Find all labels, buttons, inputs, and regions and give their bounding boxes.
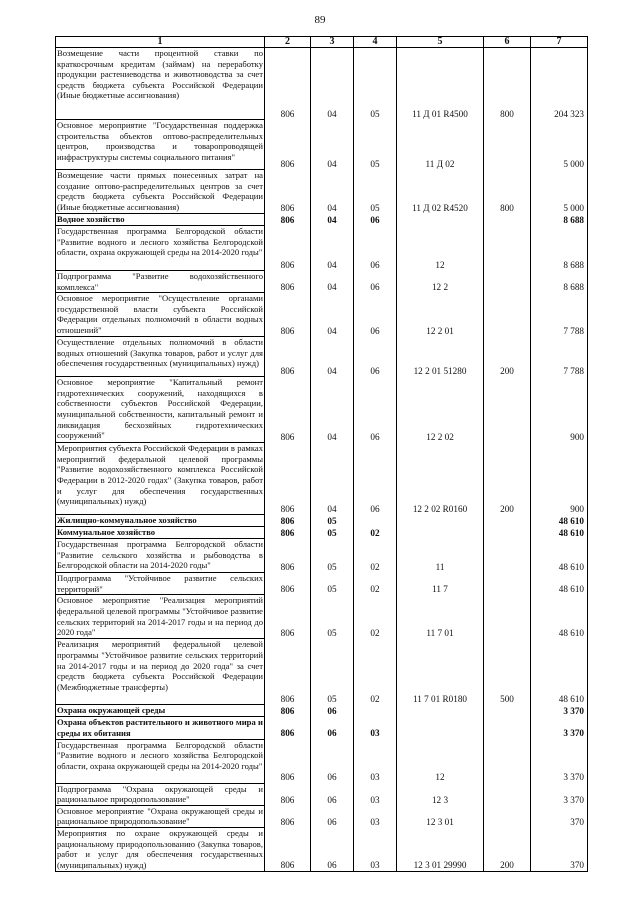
row-expense-type: 800 bbox=[484, 170, 531, 214]
row-name: Государственная программа Белгородской области "Развитие водного и лесного хозяйства Белгородской области, охрана окружающей среды на 2014-2020 годы" bbox=[56, 739, 265, 783]
row-target-article: 11 Д 02 R4520 bbox=[397, 170, 484, 214]
row-ministry: 806 bbox=[265, 377, 311, 443]
row-ministry: 806 bbox=[265, 805, 311, 827]
row-expense-type bbox=[484, 214, 531, 226]
row-subsection bbox=[354, 705, 397, 717]
row-section: 06 bbox=[311, 805, 354, 827]
row-target-article: 12 3 bbox=[397, 783, 484, 805]
header-col-6: 6 bbox=[484, 37, 531, 48]
table-row bbox=[56, 377, 588, 443]
row-target-article bbox=[397, 527, 484, 539]
row-target-article: 12 bbox=[397, 739, 484, 783]
row-ministry: 806 bbox=[265, 573, 311, 595]
row-expense-type: 800 bbox=[484, 48, 531, 120]
row-target-article: 11 7 01 R0180 bbox=[397, 639, 484, 705]
budget-table bbox=[55, 36, 588, 872]
row-amount: 7 788 bbox=[531, 293, 588, 337]
row-amount: 48 610 bbox=[531, 515, 588, 527]
row-target-article: 11 7 bbox=[397, 573, 484, 595]
table-row bbox=[56, 783, 588, 805]
row-name: Мероприятия по охране окружающей среды и рациональному природопользованию (Закупка товаров, работ и услуг для обеспечения государственных (муниципальных) нужд) bbox=[57, 827, 263, 870]
row-section: 04 bbox=[311, 443, 354, 515]
row-amount: 7 788 bbox=[531, 337, 588, 377]
table-row bbox=[56, 539, 588, 573]
row-expense-type bbox=[484, 377, 531, 443]
row-name: Коммунальное хозяйство bbox=[56, 527, 265, 539]
row-expense-type bbox=[484, 120, 531, 170]
row-subsection: 02 bbox=[354, 573, 397, 595]
table-row bbox=[56, 337, 588, 377]
row-target-article bbox=[397, 214, 484, 226]
row-amount: 3 370 bbox=[531, 705, 588, 717]
header-col-7: 7 bbox=[531, 37, 588, 48]
row-ministry: 806 bbox=[265, 739, 311, 783]
row-target-article bbox=[397, 515, 484, 527]
row-subsection: 06 bbox=[354, 271, 397, 293]
row-name: Основное мероприятие "Осуществление органами государственной власти субъекта Российской Федерации отдельных полномочий в области водных отношений" bbox=[57, 293, 263, 335]
row-target-article: 12 2 01 51280 bbox=[397, 337, 484, 377]
table-row bbox=[56, 717, 588, 739]
row-section: 04 bbox=[311, 293, 354, 337]
row-target-article: 11 Д 01 R4500 bbox=[397, 48, 484, 120]
table-row bbox=[56, 443, 588, 515]
row-expense-type: 500 bbox=[484, 639, 531, 705]
row-ministry: 806 bbox=[265, 337, 311, 377]
row-name: Жилищно-коммунальное хозяйство bbox=[56, 515, 265, 527]
row-target-article: 12 2 02 bbox=[397, 377, 484, 443]
row-ministry: 806 bbox=[265, 527, 311, 539]
row-name: Государственная программа Белгородской области "Развитие сельского хозяйства и рыбоводства в Белгородской области на 2014-2020 годы" bbox=[56, 539, 265, 573]
row-amount: 8 688 bbox=[531, 214, 588, 226]
row-ministry: 806 bbox=[265, 443, 311, 515]
row-subsection: 05 bbox=[354, 48, 397, 120]
row-expense-type: 200 bbox=[484, 337, 531, 377]
row-subsection: 02 bbox=[354, 639, 397, 705]
header-col-4: 4 bbox=[354, 37, 397, 48]
row-name: Основное мероприятие "Государственная поддержка строительства объектов оптово-распределительных центров, производства и товаропроводящей инфраструктуры системы социального питания" bbox=[56, 120, 265, 170]
row-amount: 5 000 bbox=[531, 170, 588, 214]
row-target-article: 12 3 01 bbox=[397, 805, 484, 827]
table-row bbox=[56, 515, 588, 527]
row-subsection: 03 bbox=[354, 739, 397, 783]
row-ministry: 806 bbox=[265, 783, 311, 805]
row-subsection: 02 bbox=[354, 539, 397, 573]
header-row bbox=[56, 37, 588, 48]
row-expense-type bbox=[484, 739, 531, 783]
row-expense-type bbox=[484, 717, 531, 739]
row-expense-type bbox=[484, 527, 531, 539]
row-target-article: 11 Д 02 bbox=[397, 120, 484, 170]
row-amount: 8 688 bbox=[531, 226, 588, 271]
row-section: 04 bbox=[311, 214, 354, 226]
row-ministry: 806 bbox=[265, 827, 311, 871]
row-section: 06 bbox=[311, 705, 354, 717]
row-amount: 370 bbox=[531, 805, 588, 827]
row-name: Охрана объектов растительного и животного мира и среды их обитания bbox=[57, 717, 263, 738]
row-section: 05 bbox=[311, 527, 354, 539]
row-name: Подпрограмма "Устойчивое развитие сельских территорий" bbox=[57, 573, 263, 594]
row-section: 05 bbox=[311, 595, 354, 639]
table-row bbox=[56, 271, 588, 293]
row-target-article bbox=[397, 705, 484, 717]
row-target-article: 12 bbox=[397, 226, 484, 271]
row-target-article bbox=[397, 717, 484, 739]
row-name: Реализация мероприятий федеральной целевой программы "Устойчивое развитие сельских территорий на 2014-2017 годы и на период до 2020 года" за счет средств бюджета субъекта Российской Федерации (Межбюджетные трансферты) bbox=[56, 639, 265, 705]
budget-table-container bbox=[55, 36, 587, 872]
row-section: 04 bbox=[311, 48, 354, 120]
row-subsection: 03 bbox=[354, 717, 397, 739]
row-section: 04 bbox=[311, 170, 354, 214]
row-amount: 48 610 bbox=[531, 639, 588, 705]
row-section: 04 bbox=[311, 120, 354, 170]
row-expense-type: 200 bbox=[484, 827, 531, 871]
row-section: 05 bbox=[311, 639, 354, 705]
row-amount: 48 610 bbox=[531, 527, 588, 539]
row-name: Основное мероприятие "Капитальный ремонт гидротехнических сооружений, находящихся в собственности субъектов Российской Федерации, муниципальной собственности, капитальный ремонт и ликвидация бесхозяйных гидротехнических сооружений" bbox=[56, 377, 265, 443]
header-col-5: 5 bbox=[397, 37, 484, 48]
row-expense-type bbox=[484, 705, 531, 717]
table-row bbox=[56, 595, 588, 639]
header-col-3: 3 bbox=[311, 37, 354, 48]
row-subsection: 06 bbox=[354, 443, 397, 515]
row-ministry: 806 bbox=[265, 639, 311, 705]
row-target-article: 12 2 01 bbox=[397, 293, 484, 337]
row-subsection: 03 bbox=[354, 783, 397, 805]
row-name: Подпрограмма "Охрана окружающей среды и рациональное природопользование" bbox=[57, 783, 263, 805]
row-ministry: 806 bbox=[265, 226, 311, 271]
table-row bbox=[56, 827, 588, 871]
row-section: 04 bbox=[311, 377, 354, 443]
row-target-article: 12 2 bbox=[397, 271, 484, 293]
row-subsection: 06 bbox=[354, 293, 397, 337]
row-subsection: 02 bbox=[354, 595, 397, 639]
row-expense-type bbox=[484, 783, 531, 805]
row-ministry: 806 bbox=[265, 48, 311, 120]
row-ministry: 806 bbox=[265, 539, 311, 573]
row-amount: 3 370 bbox=[531, 717, 588, 739]
row-section: 05 bbox=[311, 573, 354, 595]
table-row bbox=[56, 120, 588, 170]
row-target-article: 12 3 01 29990 bbox=[397, 827, 484, 871]
header-col-1: 1 bbox=[56, 37, 265, 48]
row-section: 05 bbox=[311, 539, 354, 573]
table-row bbox=[56, 739, 588, 783]
row-name: Водное хозяйство bbox=[56, 214, 265, 226]
table-row bbox=[56, 573, 588, 595]
row-ministry: 806 bbox=[265, 120, 311, 170]
row-ministry: 806 bbox=[265, 214, 311, 226]
row-ministry: 806 bbox=[265, 271, 311, 293]
table-row bbox=[56, 527, 588, 539]
row-subsection: 06 bbox=[354, 377, 397, 443]
row-target-article: 11 bbox=[397, 539, 484, 573]
row-subsection: 05 bbox=[354, 120, 397, 170]
row-expense-type bbox=[484, 573, 531, 595]
header-col-2: 2 bbox=[265, 37, 311, 48]
row-name: Мероприятия субъекта Российской Федерации в рамках мероприятий федеральной целевой программы "Развитие водохозяйственного комплекса Российской Федерации в 2012-2020 годах" (Закупка товаров, работ и услуг для обеспечения государственных (муниципальных) нужд) bbox=[56, 443, 265, 515]
table-row bbox=[56, 293, 588, 337]
row-subsection: 06 bbox=[354, 226, 397, 271]
table-row bbox=[56, 48, 588, 120]
row-subsection: 02 bbox=[354, 527, 397, 539]
row-subsection: 06 bbox=[354, 337, 397, 377]
row-name: Государственная программа Белгородской области "Развитие водного и лесного хозяйства Белгородской области, охрана окружающей среды на 2014-2020 годы" bbox=[56, 226, 265, 271]
row-ministry: 806 bbox=[265, 170, 311, 214]
row-expense-type: 200 bbox=[484, 443, 531, 515]
row-target-article: 12 2 02 R0160 bbox=[397, 443, 484, 515]
row-expense-type bbox=[484, 271, 531, 293]
row-expense-type bbox=[484, 515, 531, 527]
row-subsection: 03 bbox=[354, 805, 397, 827]
page-number: 89 bbox=[314, 14, 326, 26]
row-amount: 900 bbox=[531, 443, 588, 515]
row-section: 05 bbox=[311, 515, 354, 527]
table-row bbox=[56, 639, 588, 705]
row-subsection: 06 bbox=[354, 214, 397, 226]
row-ministry: 806 bbox=[265, 595, 311, 639]
row-section: 06 bbox=[311, 827, 354, 871]
row-ministry: 806 bbox=[265, 293, 311, 337]
row-expense-type bbox=[484, 226, 531, 271]
row-ministry: 806 bbox=[265, 705, 311, 717]
row-amount: 48 610 bbox=[531, 573, 588, 595]
table-row bbox=[56, 170, 588, 214]
row-section: 06 bbox=[311, 717, 354, 739]
row-expense-type bbox=[484, 293, 531, 337]
row-section: 04 bbox=[311, 271, 354, 293]
row-amount: 5 000 bbox=[531, 120, 588, 170]
row-subsection: 05 bbox=[354, 170, 397, 214]
row-expense-type bbox=[484, 805, 531, 827]
row-amount: 48 610 bbox=[531, 595, 588, 639]
row-target-article: 11 7 01 bbox=[397, 595, 484, 639]
row-amount: 204 323 bbox=[531, 48, 588, 120]
row-section: 04 bbox=[311, 226, 354, 271]
table-row bbox=[56, 226, 588, 271]
row-amount: 3 370 bbox=[531, 739, 588, 783]
row-name: Возмещение части прямых понесенных затрат на создание оптово-распределительных центров за счет средств бюджета субъекта Российской Федерации (Иные бюджетные ассигнования) bbox=[57, 170, 263, 212]
row-name: Охрана окружающей среды bbox=[56, 705, 265, 717]
row-amount: 3 370 bbox=[531, 783, 588, 805]
row-name: Осуществление отдельных полномочий в области водных отношений (Закупка товаров, работ и услуг для обеспечения государственных (муниципальных) нужд) bbox=[56, 337, 265, 377]
table-row bbox=[56, 705, 588, 717]
row-name: Возмещение части процентной ставки по краткосрочным кредитам (займам) на переработку продукции растениеводства и животноводства за счет средств бюджета субъекта Российской Федерации (Иные бюджетные ассигнования) bbox=[56, 48, 265, 120]
row-name: Подпрограмма "Развитие водохозяйственного комплекса" bbox=[57, 271, 263, 292]
row-subsection: 03 bbox=[354, 827, 397, 871]
row-amount: 8 688 bbox=[531, 271, 588, 293]
row-amount: 48 610 bbox=[531, 539, 588, 573]
row-subsection bbox=[354, 515, 397, 527]
row-name: Основное мероприятие "Охрана окружающей среды и рациональное природопользование" bbox=[57, 805, 263, 827]
table-row bbox=[56, 805, 588, 827]
row-section: 06 bbox=[311, 783, 354, 805]
row-name: Основное мероприятие "Реализация мероприятий федеральной целевой программы "Устойчивое развитие сельских территорий на 2014-2017 годы и на период до 2020 года" bbox=[57, 595, 263, 638]
row-section: 04 bbox=[311, 337, 354, 377]
row-expense-type bbox=[484, 539, 531, 573]
row-amount: 370 bbox=[531, 827, 588, 871]
row-amount: 900 bbox=[531, 377, 588, 443]
row-ministry: 806 bbox=[265, 515, 311, 527]
table-row bbox=[56, 214, 588, 226]
row-section: 06 bbox=[311, 739, 354, 783]
row-ministry: 806 bbox=[265, 717, 311, 739]
row-expense-type bbox=[484, 595, 531, 639]
